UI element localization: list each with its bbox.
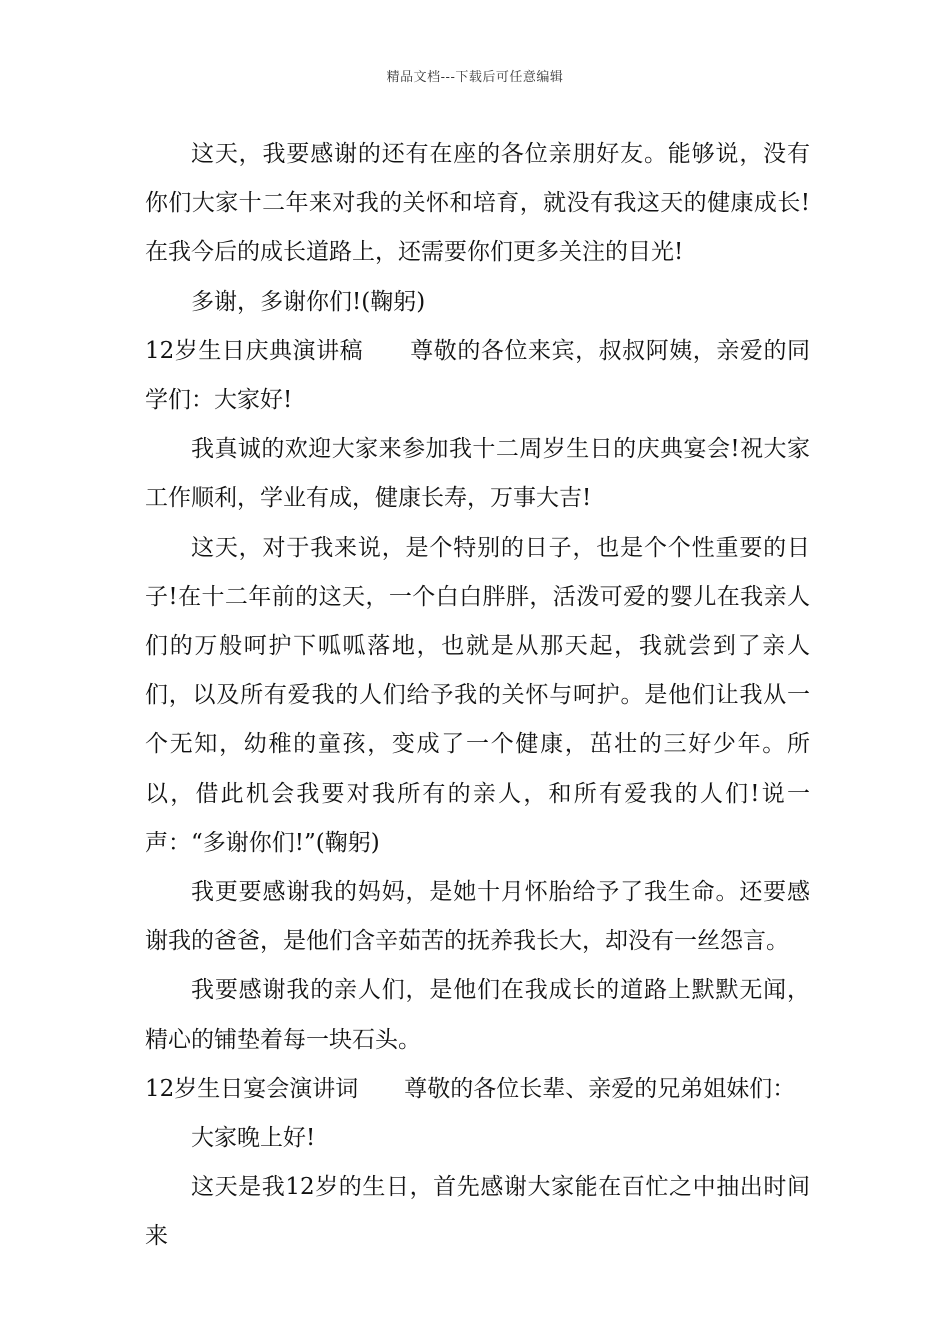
paragraph-good-evening: 大家晚上好! (191, 1125, 316, 1152)
paragraph-thank-parents: 我更要感谢我的妈妈，是她十月怀胎给予了我生命。还要感谢我的爸爸，是他们含辛茹苦的抚养我长大，却没有一丝怨言。 (145, 879, 810, 955)
paragraph-special-day: 这天，对于我来说，是个特别的日子，也是个个性重要的日子!在十二年前的这天，一个白白胖胖，活泼可爱的婴儿在我亲人们的万般呵护下呱呱落地，也就是从那天起，我就尝到了亲人们，以及所有爱我的人们给予我的关怀与呵护。是他们让我从一个无知，幼稚的童孩，变成了一个健康，茁壮的三好少年。所以，借此机会我要对我所有的亲人，和所有爱我的人们!说一声：“多谢你们!”(鞠躬) (145, 534, 810, 856)
page-header: 精品文档---下载后可任意编辑 (386, 70, 564, 85)
paragraph-welcome: 我真诚的欢迎大家来参加我十二周岁生日的庆典宴会!祝大家工作顺利，学业有成，健康长寿，万事大吉! (145, 436, 810, 512)
section-title-celebration-speech: 12岁生日庆典演讲稿 尊敬的各位来宾，叔叔阿姨，亲爱的同学们：大家好! (145, 337, 810, 414)
section-title-banquet-speech: 12岁生日宴会演讲词 尊敬的各位长辈、亲爱的兄弟姐妹们： (145, 1075, 796, 1102)
paragraph-thank-relatives: 我要感谢我的亲人们，是他们在我成长的道路上默默无闻，精心的铺垫着每一块石头。 (145, 977, 810, 1053)
paragraph-thanks-friends: 这天，我要感谢的还有在座的各位亲朋好友。能够说，没有你们大家十二年来对我的关怀和培育，就没有我这天的健康成长!在我今后的成长道路上，还需要你们更多关注的目光! (145, 141, 810, 266)
paragraph-thank-you-bow: 多谢，多谢你们!(鞠躬) (191, 288, 426, 315)
paragraph-birthday-intro: 这天是我12岁的生日，首先感谢大家能在百忙之中抽出时间来 (145, 1174, 810, 1250)
document-body (145, 130, 810, 1262)
